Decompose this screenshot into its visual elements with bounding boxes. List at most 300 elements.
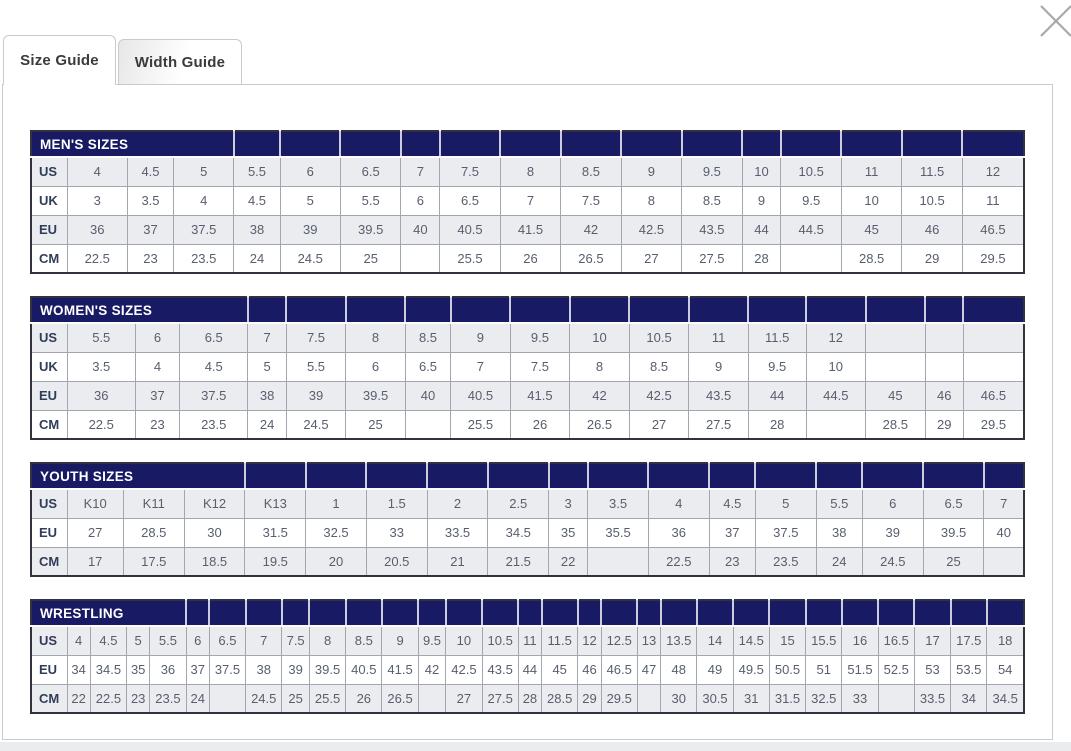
size-cell: 2: [427, 489, 488, 518]
table-header-cell: [621, 131, 681, 157]
size-cell: 41.5: [510, 381, 570, 410]
row-label: EU: [31, 215, 67, 244]
table-header-cell: [418, 600, 446, 626]
size-cell: 25.5: [451, 410, 511, 439]
table-header-cell: [518, 600, 541, 626]
size-cell: 20.5: [366, 547, 427, 576]
row-label: US: [31, 323, 67, 352]
size-cell: 28.5: [866, 410, 926, 439]
size-cell: 8.5: [629, 352, 689, 381]
size-cell: 8: [309, 626, 345, 655]
table-header-cell: [862, 463, 923, 489]
size-cell: 4.5: [234, 186, 280, 215]
size-cell: 5: [755, 489, 816, 518]
size-cell: 45: [841, 215, 901, 244]
size-cell: 6: [401, 186, 440, 215]
table-header-cell: [440, 131, 500, 157]
row-label: UK: [31, 352, 67, 381]
table-header-cell: [816, 463, 862, 489]
size-cell: 34: [67, 655, 90, 684]
size-cell: 5.5: [234, 157, 280, 186]
size-cell: 33: [842, 684, 878, 713]
size-cell: 46: [925, 381, 963, 410]
size-cell: 3.5: [127, 186, 173, 215]
size-cell: 18: [987, 626, 1024, 655]
size-cell: 51: [806, 655, 842, 684]
size-cell: [984, 547, 1024, 576]
size-cell: 37.5: [174, 215, 234, 244]
size-table-youth: [30, 462, 1025, 577]
size-cell: 24.5: [862, 547, 923, 576]
table-header-cell: [346, 297, 406, 323]
table-header-cell: [306, 463, 367, 489]
size-cell: 9: [689, 352, 749, 381]
size-cell: 8: [346, 323, 406, 352]
size-cell: [866, 352, 926, 381]
table-header-cell: [488, 463, 549, 489]
size-cell: 49: [697, 655, 733, 684]
table-header-cell: [637, 600, 660, 626]
size-cell: 9: [382, 626, 418, 655]
size-cell: 9.5: [781, 186, 841, 215]
size-cell: 3.5: [67, 352, 135, 381]
table-header-cell: [925, 297, 963, 323]
size-cell: 49.5: [733, 655, 769, 684]
size-cell: 11.5: [902, 157, 962, 186]
size-cell: 22.5: [648, 547, 709, 576]
size-cell: 37: [127, 215, 173, 244]
table-row-wrestling-cm: [31, 684, 1024, 713]
size-cell: 12: [962, 157, 1024, 186]
size-cell: 26: [500, 244, 560, 273]
table-header-cell: [769, 600, 805, 626]
size-cell: 6.5: [440, 186, 500, 215]
size-cell: 45: [542, 655, 578, 684]
table-row-youth-us: [31, 489, 1024, 518]
table-header-cell: [427, 463, 488, 489]
size-guide-panel: [2, 84, 1053, 740]
size-cell: 8.5: [561, 157, 621, 186]
table-header-cell: [866, 297, 926, 323]
size-cell: 24: [186, 684, 209, 713]
table-header-cell: [382, 600, 418, 626]
table-header-cell: [346, 600, 382, 626]
size-cell: 16.5: [878, 626, 914, 655]
size-cell: 6: [862, 489, 923, 518]
table-row-youth-cm: [31, 547, 1024, 576]
size-cell: 17.5: [951, 626, 987, 655]
size-cell: 23: [135, 410, 179, 439]
size-cell: 37: [186, 655, 209, 684]
size-cell: 43.5: [689, 381, 749, 410]
size-cell: 31.5: [245, 518, 306, 547]
size-cell: [209, 684, 245, 713]
table-header-cell: [482, 600, 518, 626]
table-title-wrestling: WRESTLING: [31, 600, 186, 626]
size-cell: 6.5: [340, 157, 400, 186]
size-cell: 40.5: [451, 381, 511, 410]
size-cell: 13.5: [661, 626, 697, 655]
size-cell: 22: [67, 684, 90, 713]
size-cell: 37.5: [179, 381, 248, 410]
size-cell: 40.5: [346, 655, 382, 684]
size-cell: 22.5: [67, 410, 135, 439]
size-cell: K10: [67, 489, 123, 518]
size-cell: 4: [174, 186, 234, 215]
size-cell: 33: [366, 518, 427, 547]
table-header-cell: [923, 463, 984, 489]
size-cell: 44.5: [806, 381, 866, 410]
size-cell: 8: [500, 157, 560, 186]
close-icon[interactable]: [1035, 1, 1071, 43]
size-cell: 42: [570, 381, 630, 410]
table-header-cell: [962, 131, 1024, 157]
size-cell: 41.5: [500, 215, 560, 244]
table-row-mens-us: [31, 157, 1024, 186]
table-row-mens-cm: [31, 244, 1024, 273]
size-cell: 44: [742, 215, 781, 244]
size-cell: 32.5: [306, 518, 367, 547]
size-cell: 6.5: [209, 626, 245, 655]
table-header-cell: [902, 131, 962, 157]
size-cell: 51.5: [842, 655, 878, 684]
size-cell: 1.5: [366, 489, 427, 518]
size-cell: 30: [661, 684, 697, 713]
size-cell: 7: [246, 626, 282, 655]
size-cell: 7: [451, 352, 511, 381]
size-cell: 11: [841, 157, 901, 186]
size-cell: [588, 547, 649, 576]
size-cell: 28: [748, 410, 806, 439]
size-cell: 7.5: [282, 626, 310, 655]
size-cell: [866, 323, 926, 352]
size-cell: 4.5: [709, 489, 755, 518]
table-header-cell: [963, 297, 1024, 323]
size-cell: 25.5: [440, 244, 500, 273]
size-cell: 42.5: [629, 381, 689, 410]
table-header-cell: [246, 600, 282, 626]
size-table-mens: [30, 130, 1025, 274]
size-cell: 39: [282, 655, 310, 684]
size-cell: 19.5: [245, 547, 306, 576]
table-row-wrestling-us: [31, 626, 1024, 655]
size-cell: 44: [518, 655, 541, 684]
size-cell: 23.5: [179, 410, 248, 439]
size-cell: 28.5: [542, 684, 578, 713]
table-row-womens-us: [31, 323, 1024, 352]
size-cell: [925, 323, 963, 352]
size-cell: 11: [962, 186, 1024, 215]
size-cell: 9: [742, 186, 781, 215]
size-cell: 44: [748, 381, 806, 410]
size-cell: 8.5: [405, 323, 450, 352]
size-cell: 54: [987, 655, 1024, 684]
table-header-cell: [561, 131, 621, 157]
table-header-cell: [914, 600, 950, 626]
size-cell: 7: [401, 157, 440, 186]
size-cell: 10.5: [781, 157, 841, 186]
size-cell: 36: [150, 655, 186, 684]
table-header-cell: [186, 600, 209, 626]
table-header-cell: [697, 600, 733, 626]
size-cell: K12: [184, 489, 245, 518]
size-cell: 10: [806, 352, 866, 381]
size-cell: 39.5: [309, 655, 345, 684]
table-header-cell: [742, 131, 781, 157]
size-cell: 10.5: [902, 186, 962, 215]
size-cell: 29: [578, 684, 601, 713]
size-cell: 26.5: [570, 410, 630, 439]
size-cell: 11: [518, 626, 541, 655]
size-cell: 42: [418, 655, 446, 684]
size-cell: 48: [661, 655, 697, 684]
size-cell: 39.5: [346, 381, 406, 410]
size-cell: 8: [621, 186, 681, 215]
size-cell: 22.5: [90, 684, 126, 713]
size-cell: 14: [697, 626, 733, 655]
table-header-cell: [733, 600, 769, 626]
size-cell: 43.5: [682, 215, 742, 244]
size-cell: 6: [280, 157, 340, 186]
row-label: CM: [31, 244, 67, 273]
size-cell: 15.5: [806, 626, 842, 655]
table-header-cell: [405, 297, 450, 323]
table-header-cell: [280, 131, 340, 157]
size-cell: 1: [306, 489, 367, 518]
size-cell: 34: [951, 684, 987, 713]
table-row-womens-uk: [31, 352, 1024, 381]
size-cell: 9: [621, 157, 681, 186]
size-cell: 30.5: [697, 684, 733, 713]
table-header-cell: [806, 297, 866, 323]
size-cell: [963, 323, 1024, 352]
size-cell: 39: [862, 518, 923, 547]
size-cell: 2.5: [488, 489, 549, 518]
size-cell: 9.5: [418, 626, 446, 655]
table-header-cell: [578, 600, 601, 626]
size-cell: 27: [446, 684, 482, 713]
size-cell: 42.5: [446, 655, 482, 684]
size-cell: 38: [234, 215, 280, 244]
size-cell: 23.5: [755, 547, 816, 576]
size-cell: 7: [248, 323, 286, 352]
table-header-cell: [451, 297, 511, 323]
size-cell: 24: [234, 244, 280, 273]
size-cell: 22.5: [67, 244, 127, 273]
size-cell: 26.5: [382, 684, 418, 713]
size-cell: 23: [127, 684, 150, 713]
close-x-glyph: [1036, 1, 1071, 41]
size-cell: 28: [518, 684, 541, 713]
table-title-womens: WOMEN'S SIZES: [31, 297, 248, 323]
size-cell: 36: [648, 518, 709, 547]
size-cell: 18.5: [184, 547, 245, 576]
size-cell: 25: [340, 244, 400, 273]
table-header-cell: [689, 297, 749, 323]
size-cell: 10: [446, 626, 482, 655]
size-cell: 4: [67, 626, 90, 655]
size-cell: 37: [135, 381, 179, 410]
size-cell: [781, 244, 841, 273]
size-cell: 5: [280, 186, 340, 215]
size-cell: 3: [549, 489, 588, 518]
size-cell: 5: [174, 157, 234, 186]
size-cell: 27: [621, 244, 681, 273]
table-header-cell: [500, 131, 560, 157]
size-cell: 21: [427, 547, 488, 576]
table-header-cell: [209, 600, 245, 626]
table-header-cell: [542, 600, 578, 626]
size-cell: 26.5: [561, 244, 621, 273]
size-cell: 12: [578, 626, 601, 655]
table-header-cell: [661, 600, 697, 626]
table-header-cell: [570, 297, 630, 323]
size-cell: [401, 244, 440, 273]
table-row-womens-cm: [31, 410, 1024, 439]
size-cell: 46.5: [601, 655, 637, 684]
size-cell: 27.5: [682, 244, 742, 273]
size-cell: 22: [549, 547, 588, 576]
size-cell: 42: [561, 215, 621, 244]
table-header-cell: [842, 600, 878, 626]
size-cell: 38: [246, 655, 282, 684]
table-title-row: [31, 463, 1024, 489]
size-cell: 41.5: [382, 655, 418, 684]
size-cell: 40.5: [440, 215, 500, 244]
row-label: US: [31, 157, 67, 186]
size-cell: 14.5: [733, 626, 769, 655]
tab-size-guide[interactable]: Size Guide: [3, 35, 116, 85]
table-row-wrestling-eu: [31, 655, 1024, 684]
size-table-womens: [30, 296, 1025, 440]
size-cell: 26: [510, 410, 570, 439]
size-cell: 46: [902, 215, 962, 244]
size-cell: 46: [578, 655, 601, 684]
table-header-cell: [748, 297, 806, 323]
size-cell: [806, 410, 866, 439]
size-cell: K11: [123, 489, 184, 518]
size-cell: 25: [923, 547, 984, 576]
size-cell: 37: [709, 518, 755, 547]
size-cell: 45: [866, 381, 926, 410]
size-cell: 7.5: [286, 323, 346, 352]
size-cell: 10.5: [482, 626, 518, 655]
size-cell: 28.5: [841, 244, 901, 273]
table-header-cell: [366, 463, 427, 489]
table-row-womens-eu: [31, 381, 1024, 410]
size-cell: 25.5: [309, 684, 345, 713]
size-cell: 27.5: [689, 410, 749, 439]
size-cell: 28: [742, 244, 781, 273]
row-label: EU: [31, 518, 67, 547]
size-cell: 4.5: [179, 352, 248, 381]
size-cell: 34.5: [987, 684, 1024, 713]
table-header-cell: [648, 463, 709, 489]
table-header-cell: [234, 131, 280, 157]
size-cell: 35.5: [588, 518, 649, 547]
size-cell: 5.5: [150, 626, 186, 655]
size-cell: 37.5: [209, 655, 245, 684]
size-cell: 9.5: [682, 157, 742, 186]
table-header-cell: [601, 600, 637, 626]
size-cell: 24: [816, 547, 862, 576]
size-cell: 47: [637, 655, 660, 684]
table-header-cell: [248, 297, 286, 323]
table-header-cell: [446, 600, 482, 626]
row-label: EU: [31, 655, 67, 684]
size-cell: K13: [245, 489, 306, 518]
size-cell: 10.5: [629, 323, 689, 352]
table-header-cell: [841, 131, 901, 157]
size-cell: 27: [67, 518, 123, 547]
size-cell: 4.5: [90, 626, 126, 655]
size-cell: 17: [67, 547, 123, 576]
size-cell: 6.5: [405, 352, 450, 381]
size-cell: 9: [451, 323, 511, 352]
size-table-wrestling: [30, 599, 1025, 714]
size-cell: 27: [629, 410, 689, 439]
size-cell: 35: [127, 655, 150, 684]
size-cell: 12: [806, 323, 866, 352]
table-header-cell: [588, 463, 649, 489]
size-cell: 11.5: [748, 323, 806, 352]
size-cell: 34.5: [90, 655, 126, 684]
size-cell: 10: [742, 157, 781, 186]
size-cell: 8: [570, 352, 630, 381]
size-cell: 33.5: [427, 518, 488, 547]
size-cell: 52.5: [878, 655, 914, 684]
size-cell: 29.5: [601, 684, 637, 713]
size-cell: 11: [689, 323, 749, 352]
size-cell: 25: [346, 410, 406, 439]
table-title-row: [31, 600, 1024, 626]
size-cell: 23: [127, 244, 173, 273]
size-cell: 43.5: [482, 655, 518, 684]
size-cell: 8.5: [346, 626, 382, 655]
size-cell: 26: [346, 684, 382, 713]
size-cell: 39.5: [923, 518, 984, 547]
size-cell: 7.5: [440, 157, 500, 186]
size-cell: 31: [733, 684, 769, 713]
size-cell: 4: [67, 157, 127, 186]
table-title-row: [31, 131, 1024, 157]
size-cell: 35: [549, 518, 588, 547]
table-row-mens-uk: [31, 186, 1024, 215]
size-cell: 11.5: [542, 626, 578, 655]
size-cell: 17: [914, 626, 950, 655]
size-cell: 7: [984, 489, 1024, 518]
size-cell: 29: [902, 244, 962, 273]
table-header-cell: [682, 131, 742, 157]
size-cell: 13: [637, 626, 660, 655]
size-cell: 24.5: [286, 410, 346, 439]
size-cell: 25: [282, 684, 310, 713]
table-header-cell: [282, 600, 310, 626]
size-cell: 7.5: [561, 186, 621, 215]
size-cell: 33.5: [914, 684, 950, 713]
size-cell: [963, 352, 1024, 381]
table-header-cell: [878, 600, 914, 626]
size-cell: 3.5: [588, 489, 649, 518]
row-label: US: [31, 626, 67, 655]
row-label: US: [31, 489, 67, 518]
size-cell: 5.5: [340, 186, 400, 215]
tab-width-guide[interactable]: Width Guide: [118, 39, 242, 84]
size-cell: 6: [346, 352, 406, 381]
table-header-cell: [987, 600, 1024, 626]
size-cell: 23.5: [174, 244, 234, 273]
size-cell: 42.5: [621, 215, 681, 244]
